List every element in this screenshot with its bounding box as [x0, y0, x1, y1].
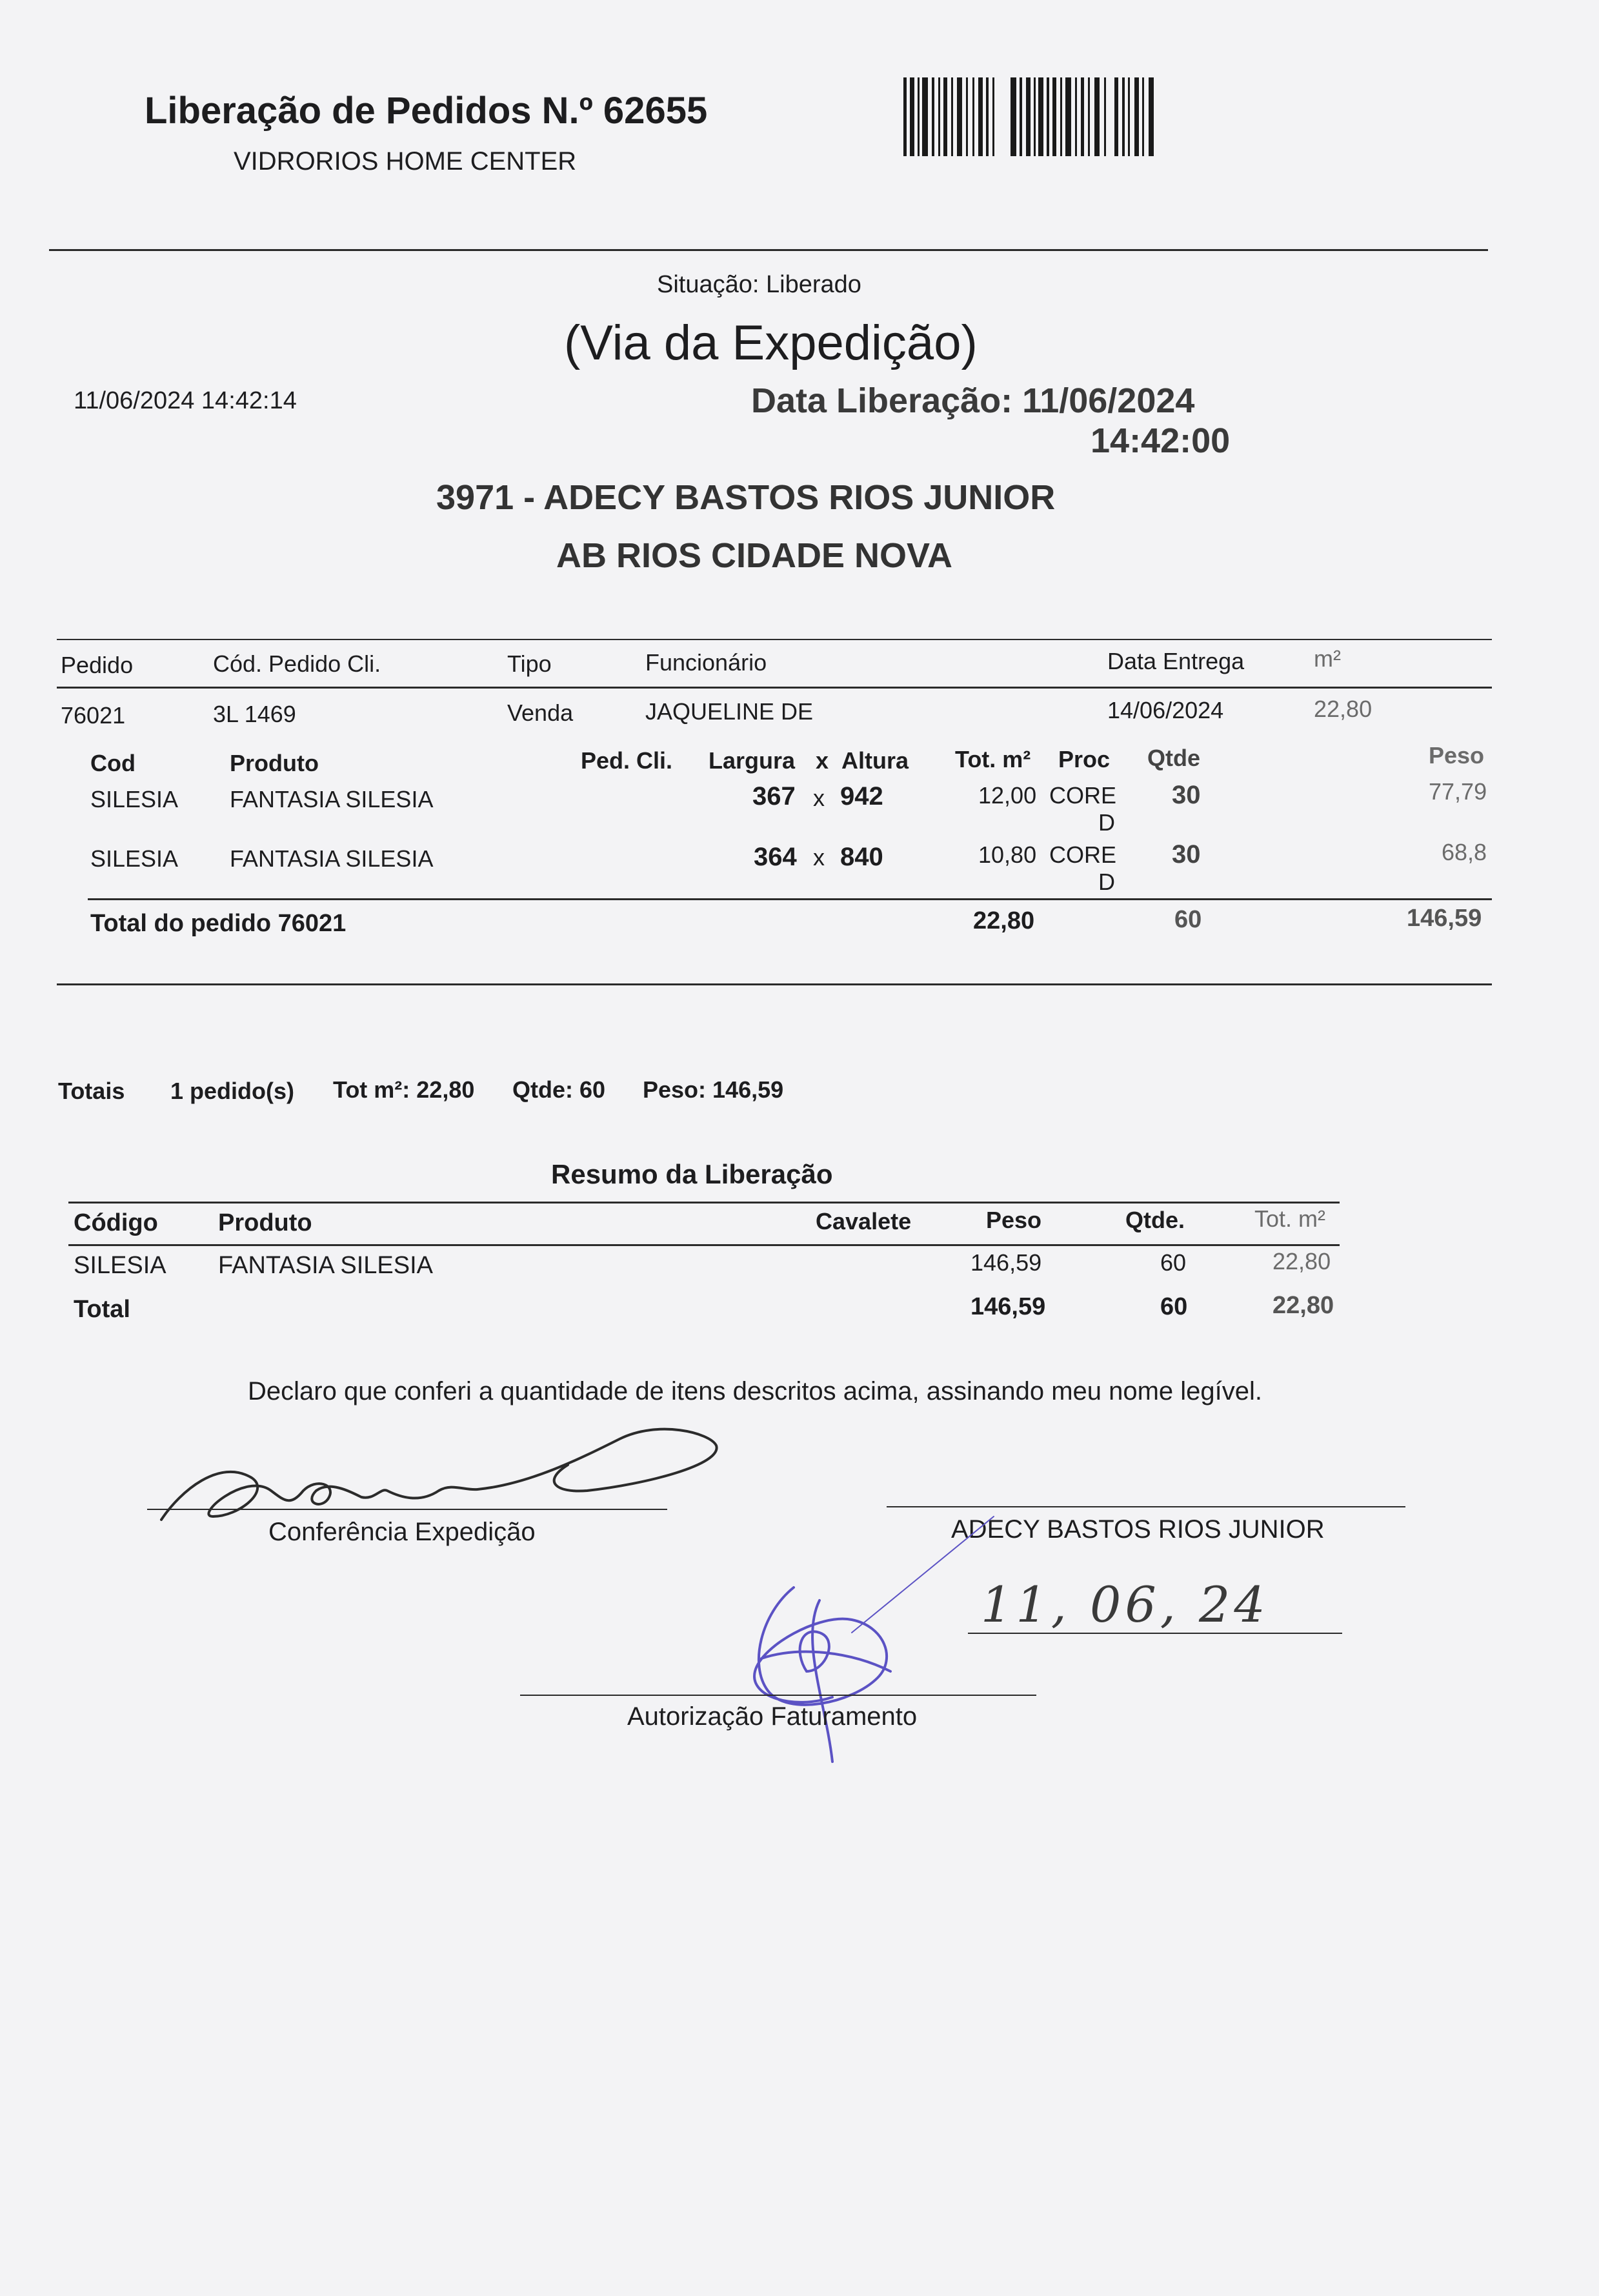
conferencia-signature: [142, 1420, 723, 1523]
totals-peso: Peso: 146,59: [643, 1076, 784, 1103]
row1-largura: 367: [752, 782, 796, 811]
items-col-ped-cli: Ped. Cli.: [581, 747, 673, 774]
handwritten-date: 11, 06, 24: [981, 1576, 1269, 1633]
items-col-proc: Proc: [1058, 746, 1111, 772]
row1-proc: CORE: [1049, 782, 1117, 809]
col-m2: m²: [1314, 645, 1341, 672]
total-pedido-label: Total do pedido 76021: [90, 910, 347, 937]
resumo-total-tot-m2: 22,80: [1272, 1292, 1334, 1319]
company-name: VIDRORIOS HOME CENTER: [234, 147, 577, 176]
m2-value: 22,80: [1314, 696, 1373, 722]
row2-x: x: [813, 844, 825, 871]
data-entrega-value: 14/06/2024: [1107, 697, 1224, 723]
resumo-title: Resumo da Liberação: [551, 1159, 833, 1189]
row1-peso: 77,79: [1429, 778, 1487, 805]
col-cod-pedido-cli: Cód. Pedido Cli.: [213, 650, 381, 677]
col-pedido: Pedido: [61, 652, 134, 678]
autorizacao-line: [520, 1695, 1036, 1696]
row1-produto: FANTASIA SILESIA: [230, 786, 434, 812]
client-signature-name: ADECY BASTOS RIOS JUNIOR: [951, 1515, 1325, 1544]
row1-cod: SILESIA: [90, 786, 179, 812]
items-bottom-line: [57, 983, 1492, 985]
client-name: 3971 - ADECY BASTOS RIOS JUNIOR: [436, 478, 1056, 517]
print-datetime: 11/06/2024 14:42:14: [74, 387, 297, 414]
row2-cod: SILESIA: [90, 845, 179, 872]
items-col-x: x: [816, 747, 829, 774]
client-signature-line: [887, 1506, 1405, 1507]
totals-qtde: Qtde: 60: [512, 1076, 606, 1103]
resumo-mid-line: [68, 1244, 1340, 1246]
situacao-label: Situação: Liberado: [657, 271, 861, 298]
data-liberacao-time: 14:42:00: [1091, 421, 1231, 460]
conferencia-line: [147, 1509, 667, 1510]
resumo-col-codigo: Código: [74, 1209, 158, 1236]
resumo-total-peso: 146,59: [970, 1293, 1046, 1320]
barcode: [903, 77, 1156, 156]
items-col-cod: Cod: [90, 750, 136, 776]
col-data-entrega: Data Entrega: [1107, 648, 1245, 674]
resumo-col-tot-m2: Tot. m²: [1254, 1205, 1326, 1232]
conferencia-label: Conferência Expedição: [268, 1518, 536, 1546]
via-title: (Via da Expedição): [564, 316, 978, 370]
client-store: AB RIOS CIDADE NOVA: [556, 536, 953, 575]
header-divider: [49, 249, 1488, 251]
total-pedido-peso: 146,59: [1407, 905, 1482, 932]
resumo-qtde: 60: [1160, 1249, 1187, 1276]
items-total-line: [88, 898, 1492, 900]
row2-largura: 364: [754, 843, 797, 871]
total-pedido-m2: 22,80: [973, 907, 1035, 934]
row1-qtde: 30: [1172, 781, 1201, 809]
date-underline: [968, 1630, 1342, 1636]
totals-pedidos: 1 pedido(s): [170, 1078, 295, 1104]
row2-produto: FANTASIA SILESIA: [230, 845, 434, 872]
items-col-peso: Peso: [1429, 742, 1485, 769]
row1-x: x: [813, 785, 825, 811]
items-col-largura: Largura: [709, 747, 796, 774]
resumo-total-qtde: 60: [1160, 1293, 1188, 1320]
row1-proc-cont: D: [1098, 809, 1115, 836]
total-pedido-qtde: 60: [1174, 906, 1202, 933]
tipo-value: Venda: [507, 700, 574, 726]
pedido-value: 76021: [61, 702, 126, 729]
row1-altura: 942: [840, 782, 883, 811]
items-col-produto: Produto: [230, 750, 319, 776]
resumo-col-cavalete: Cavalete: [816, 1208, 912, 1234]
resumo-col-produto: Produto: [218, 1209, 312, 1236]
resumo-tot-m2: 22,80: [1272, 1248, 1331, 1274]
items-col-tot-m2: Tot. m²: [955, 746, 1031, 772]
data-liberacao: Data Liberação: 11/06/2024: [751, 381, 1195, 420]
row2-proc: CORE: [1049, 841, 1117, 868]
row1-tot-m2: 12,00: [978, 782, 1037, 809]
order-header-top-line: [57, 639, 1492, 640]
totals-label: Totais: [58, 1078, 125, 1104]
resumo-produto: FANTASIA SILESIA: [218, 1252, 433, 1279]
cod-pedido-cli-value: 3L 1469: [213, 701, 296, 727]
totals-m2: Tot m²: 22,80: [333, 1076, 475, 1103]
autorizacao-signature: [723, 1575, 994, 1768]
declaration-text: Declaro que conferi a quantidade de itens descritos acima, assinando meu nome legível.: [248, 1377, 1263, 1405]
resumo-codigo: SILESIA: [74, 1252, 166, 1279]
resumo-top-line: [68, 1202, 1340, 1203]
resumo-total-label: Total: [74, 1296, 130, 1323]
col-tipo: Tipo: [507, 650, 552, 677]
row2-altura: 840: [840, 843, 883, 871]
row2-peso: 68,8: [1442, 839, 1487, 865]
items-col-altura: Altura: [841, 747, 909, 774]
items-col-qtde: Qtde: [1147, 745, 1201, 771]
autorizacao-label: Autorização Faturamento: [627, 1702, 918, 1731]
resumo-col-peso: Peso: [986, 1207, 1042, 1233]
page-title: Liberação de Pedidos N.º 62655: [145, 90, 708, 132]
col-funcionario: Funcionário: [645, 649, 767, 676]
row2-tot-m2: 10,80: [978, 841, 1037, 868]
order-header-mid-line: [57, 687, 1492, 689]
funcionario-value: JAQUELINE DE: [645, 698, 814, 725]
resumo-peso: 146,59: [970, 1249, 1042, 1276]
resumo-col-qtde: Qtde.: [1125, 1207, 1185, 1233]
row2-qtde: 30: [1172, 840, 1201, 869]
row2-proc-cont: D: [1098, 869, 1115, 895]
